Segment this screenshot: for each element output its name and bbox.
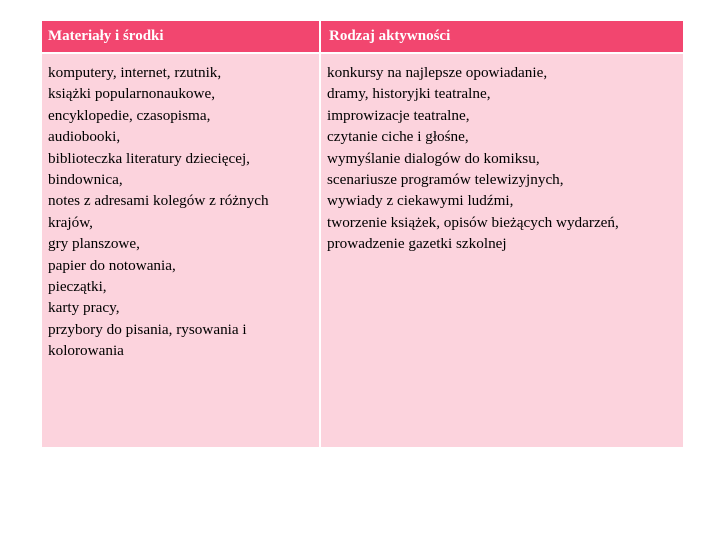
- materials-line: notes z adresami kolegów z różnych: [48, 192, 269, 210]
- materials-line: gry planszowe,: [48, 235, 140, 253]
- materials-line: papier do notowania,: [48, 256, 176, 274]
- header-activities: Rodzaj aktywności: [321, 21, 683, 52]
- materials-line: audiobooki,: [48, 128, 121, 146]
- materials-line: kolorowania: [48, 342, 124, 360]
- materials-line: biblioteczka literatury dziecięcej,: [48, 149, 250, 167]
- activities-line: scenariusze programów telewizyjnych,: [327, 171, 564, 189]
- activities-cell: [321, 54, 683, 447]
- activities-line: wymyślanie dialogów do komiksu,: [327, 149, 540, 167]
- materials-line: komputery, internet, rzutnik,: [48, 64, 222, 81]
- activities-line: konkursy na najlepsze opowiadanie,: [327, 64, 548, 81]
- activities-line: improwizacje teatralne,: [327, 106, 470, 124]
- materials-line: karty pracy,: [48, 299, 120, 317]
- materials-line: encyklopedie, czasopisma,: [48, 106, 211, 124]
- materials-line: przybory do pisania, rysowania i: [48, 320, 247, 338]
- materials-line: bindownica,: [48, 171, 123, 189]
- materials-line: książki popularnonaukowe,: [48, 85, 216, 103]
- activities-line: wywiady z ciekawymi ludźmi,: [327, 192, 514, 210]
- materials-activities-table: [42, 21, 683, 447]
- activities-line: tworzenie książek, opisów bieżących wydarzeń,: [327, 213, 619, 231]
- activities-line: dramy, historyjki teatralne,: [327, 85, 491, 103]
- materials-line: krajów,: [48, 213, 93, 231]
- header-materials: Materiały i środki: [42, 21, 319, 52]
- materials-cell: [42, 54, 319, 447]
- materials-line: pieczątki,: [48, 278, 107, 296]
- activities-line: prowadzenie gazetki szkolnej: [327, 235, 507, 253]
- activities-line: czytanie ciche i głośne,: [327, 128, 469, 146]
